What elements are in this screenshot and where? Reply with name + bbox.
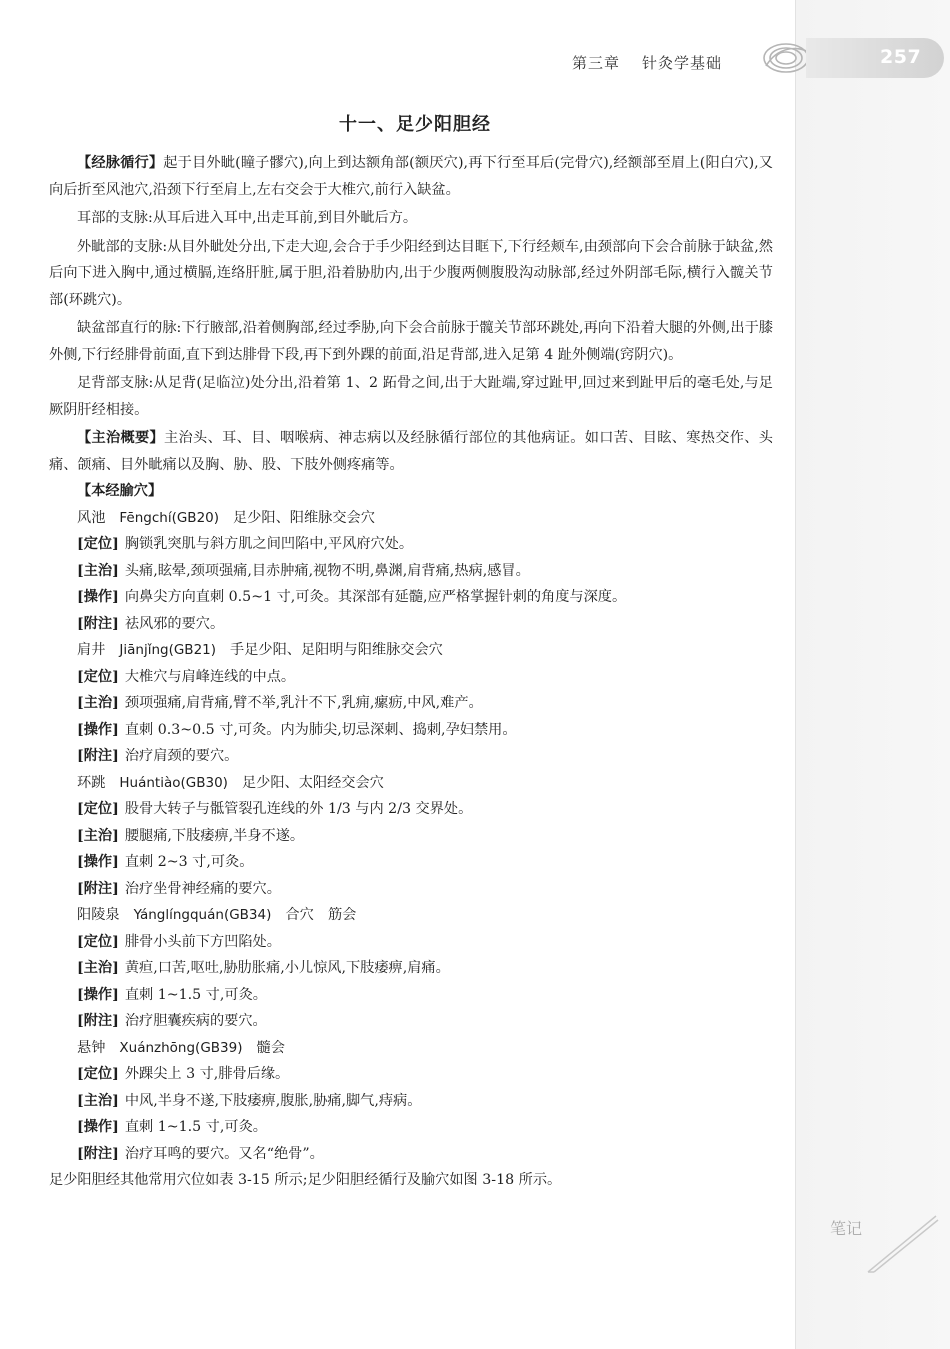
page-body [49,150,773,1194]
ear-branch-paragraph: 耳部的支脉:从耳后进入耳中,出走耳前,到目外眦后方。 [77,210,418,226]
point-remarks: [附注] 治疗坐骨神经痛的要穴。 [77,880,281,897]
point-title: 风池 Fēngchí(GB20) 足少阳、阳维脉交会穴 [77,509,375,526]
points-heading: 【本经腧穴】 [77,483,163,499]
page-number: 257 [880,46,922,68]
point-remarks: [附注] 治疗胆囊疾病的要穴。 [77,1013,267,1029]
point-block-huantiao [49,770,773,903]
indications-paragraph: 【主治概要】主治头、耳、目、咽喉病、神志病以及经脉循行部位的其他病证。如口苦、目眩、寒热交作、头痛、颌痛、目外眦痛以及胸、胁、股、下肢外侧疼痛等。 [49,430,773,473]
meridian-course-paragraph: 【经脉循行】起于目外眦(瞳子髎穴),向上到达额角部(额厌穴),再下行至耳后(完骨穴),经额部至眉上(阳白穴),又向后折至风池穴,沿颈下行至肩上,左右交会于大椎穴,前行入缺盆。 [49,155,773,198]
chapter-title: 针灸学基础 [642,54,723,72]
point-remarks: [附注] 治疗肩颈的要穴。 [77,748,239,764]
point-block-xuanzhong [49,1035,773,1168]
point-method: [操作] 直刺 1~1.5 寸,可灸。 [77,1119,267,1135]
point-title: 肩井 Jiānjǐng(GB21) 手足少阳、足阳明与阳维脉交会穴 [77,642,443,658]
point-title: 环跳 Huántiào(GB30) 足少阳、太阳经交会穴 [77,774,384,791]
point-method: [操作] 直刺 2~3 寸,可灸。 [77,854,254,870]
point-title: 悬钟 Xuánzhōng(GB39) 髓会 [77,1039,285,1056]
point-location: [定位] 大椎穴与肩峰连线的中点。 [77,668,296,685]
point-indications: [主治] 腰腿痛,下肢痿痹,半身不遂。 [77,827,305,844]
point-block-fengchi [49,505,773,638]
foot-branch-paragraph: 足背部支脉:从足背(足临泣)处分出,沿着第 1、2 跖骨之间,出于大趾端,穿过趾甲,回过来到趾甲后的毫毛处,与足厥阴肝经相接。 [49,375,773,418]
point-remarks: [附注] 治疗耳鸣的要穴。又名“绝骨”。 [77,1145,324,1162]
notes-label: 笔记 [830,1219,863,1238]
point-location: [定位] 胸锁乳突肌与斜方肌之间凹陷中,平风府穴处。 [77,536,414,552]
swirl-logo-icon [760,38,812,78]
chapter-number: 第三章 [572,54,621,72]
point-block-yanglingquan [49,902,773,1035]
point-title: 阳陵泉 Yánglíngquán(GB34) 合穴 筋会 [77,907,357,923]
point-location: [定位] 股骨大转子与骶管裂孔连线的外 1/3 与内 2/3 交界处。 [77,801,473,817]
page-number-tab [806,38,944,78]
point-indications: [主治] 黄疸,口苦,呕吐,胁肋胀痛,小儿惊风,下肢痿痹,肩痛。 [77,960,450,976]
point-block-jianjing [49,637,773,770]
point-indications: [主治] 中风,半身不遂,下肢痿痹,腹胀,胁痛,脚气,痔病。 [77,1092,422,1109]
point-method: [操作] 直刺 0.3~0.5 寸,可灸。内为肺尖,切忌深刺、捣刺,孕妇禁用。 [77,721,517,738]
notes-margin [795,0,950,1349]
closing-note: 足少阳胆经其他常用穴位如表 3-15 所示;足少阳胆经循行及腧穴如图 3-18 所示。 [49,1172,562,1188]
notes-pen-icon [828,1212,940,1274]
point-indications: [主治] 颈项强痛,肩背痛,臂不举,乳汁不下,乳痈,瘰疬,中风,难产。 [77,695,483,711]
quepen-branch-paragraph: 缺盆部直行的脉:下行腋部,沿着侧胸部,经过季胁,向下会合前脉于髋关节部环跳处,再向下沿着大腿的外侧,出于膝外侧,下行经腓骨前面,直下到达腓骨下段,再下到外踝的前面,沿足背部,进入足第 4 趾外侧端(窍阴穴)。 [49,320,773,363]
canthus-branch-paragraph: 外眦部的支脉:从目外眦处分出,下走大迎,会合于手少阳经到达目眶下,下行经颊车,由颈部向下会合前脉于缺盆,然后向下进入胸中,通过横膈,连络肝脏,属于胆,沿着胁肋内,出于少腹两侧腹股沟动脉部,经过外阴部毛际,横行入髋关节部(环跳穴)。 [49,238,773,308]
point-remarks: [附注] 祛风邪的要穴。 [77,615,225,632]
running-header [572,52,722,73]
point-indications: [主治] 头痛,眩晕,颈项强痛,目赤肿痛,视物不明,鼻渊,肩背痛,热病,感冒。 [77,562,530,579]
point-method: [操作] 向鼻尖方向直刺 0.5~1 寸,可灸。其深部有延髓,应严格掌握针刺的角度与深度。 [77,589,627,605]
point-location: [定位] 外踝尖上 3 寸,腓骨后缘。 [77,1066,290,1082]
point-location: [定位] 腓骨小头前下方凹陷处。 [77,933,281,950]
point-method: [操作] 直刺 1~1.5 寸,可灸。 [77,986,267,1003]
section-title: 十一、足少阳胆经 [339,114,491,135]
